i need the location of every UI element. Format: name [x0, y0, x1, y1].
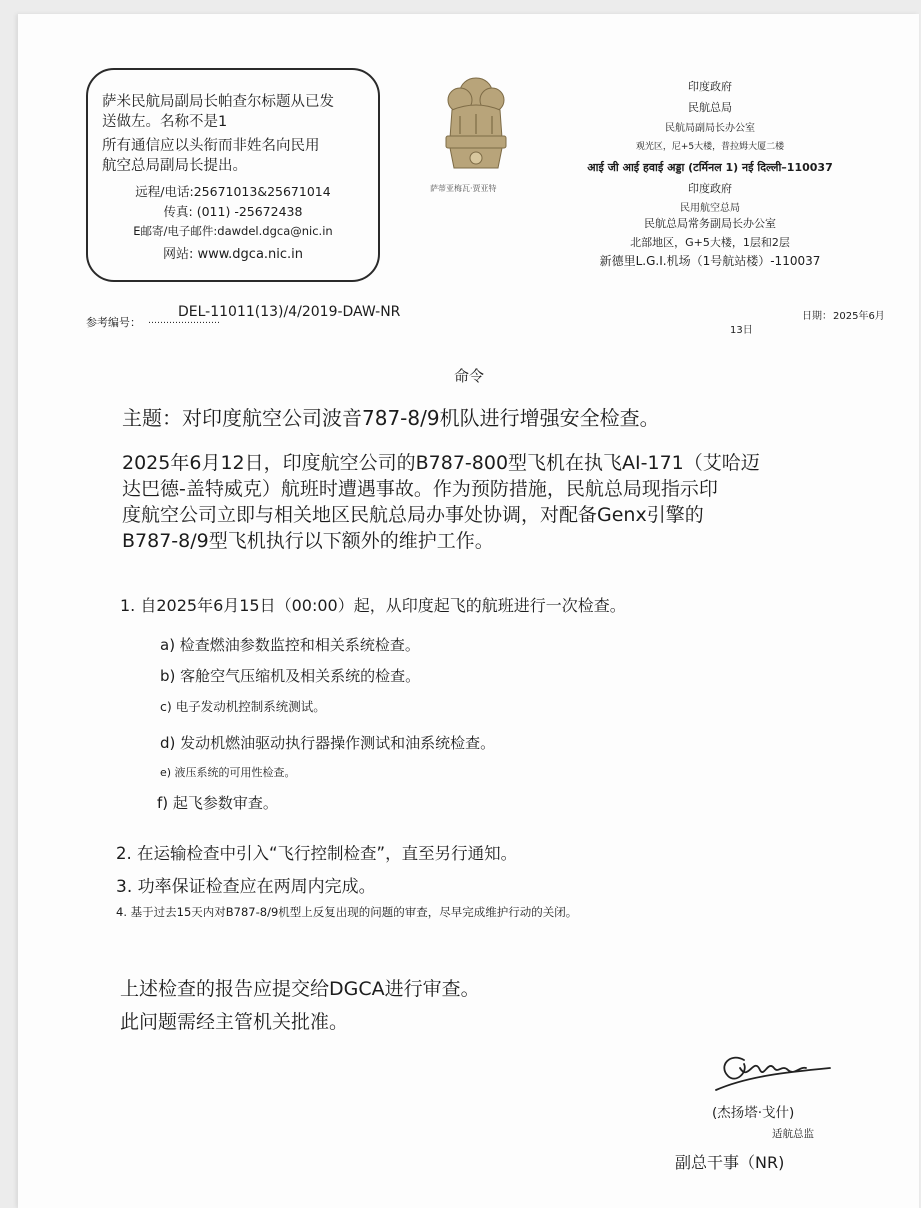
- right-line-10: 新德里L.G.I.机场（1号航站楼）-110037: [599, 254, 821, 268]
- right-line-4: 观光区，尼+5大楼，普拉姆大厦二楼: [635, 142, 785, 152]
- letterhead-right: [550, 0, 870, 280]
- right-line-5-hindi: आई जी आई हवाई अड्डा (टर्मिनल 1) नई दिल्ली–110037: [587, 161, 833, 174]
- letterhead-left-box: [86, 68, 380, 282]
- body-line-4: B787-8/9型飞机执行以下额外的维护工作。: [122, 530, 494, 552]
- box-line-4: 航空总局副局长提出。: [102, 158, 247, 174]
- box-line-2: 送做左。名称不是1: [102, 114, 228, 130]
- box-line-3: 所有通信应以头衔而非姓名向民用: [102, 138, 320, 154]
- closing-line-1: 上述检查的报告应提交给DGCA进行审查。: [120, 978, 480, 1000]
- sub-item-b: b) 客舱空气压缩机及相关系统的检查。: [160, 667, 421, 685]
- date-day: 13日: [730, 325, 753, 336]
- box-email: E邮寄/电子邮件:dawdel.dgca@nic.in: [133, 224, 333, 238]
- sub-item-f: f) 起飞参数审查。: [157, 794, 278, 812]
- body-line-3: 度航空公司立即与相关地区民航总局办事处协调，对配备Genx引擎的: [122, 504, 704, 526]
- order-heading: 命令: [454, 367, 485, 385]
- sub-item-a: a) 检查燃油参数监控和相关系统检查。: [160, 636, 420, 654]
- item-2: 2. 在运输检查中引入“飞行控制检查”，直至另行通知。: [116, 844, 518, 863]
- box-line-1: 萨米民航局副局长帕查尔标题从已发: [102, 94, 334, 110]
- sub-item-e: e) 液压系统的可用性检查。: [160, 766, 296, 779]
- ref-number: DEL-11011(13)/4/2019-DAW-NR: [178, 304, 401, 320]
- right-line-8: 民航总局常务副局长办公室: [644, 217, 776, 230]
- item-1: 1. 自2025年6月15日（00:00）起，从印度起飞的航班进行一次检查。: [120, 596, 626, 615]
- national-emblem-icon: [430, 70, 522, 190]
- item-4: 4. 基于过去15天内对B787-8/9机型上反复出现的问题的审查，尽早完成维护行动的关闭。: [116, 905, 578, 919]
- right-line-2: 民航总局: [688, 101, 732, 114]
- subject-line: 主题：对印度航空公司波音787-8/9机队进行增强安全检查。: [122, 406, 660, 430]
- signatory-title-2: 副总干事（NR): [675, 1153, 785, 1172]
- ref-label: 参考编号：: [86, 316, 141, 329]
- signatory-name: (杰扬塔·戈什): [712, 1105, 795, 1121]
- box-phone: 远程/电话:25671013&25671014: [135, 184, 331, 199]
- ref-dots: ……………………: [148, 316, 220, 326]
- handwritten-signature: [708, 1046, 838, 1102]
- right-line-6: 印度政府: [688, 182, 732, 195]
- right-line-7: 民用航空总局: [680, 203, 740, 214]
- right-line-1: 印度政府: [688, 80, 732, 93]
- date-value: 2025年6月: [833, 311, 885, 322]
- box-fax: 传真: (011) -25672438: [163, 204, 303, 219]
- emblem-caption: 萨蒂亚梅瓦·贾亚特: [430, 184, 497, 193]
- closing-line-2: 此问题需经主管机关批准。: [120, 1011, 349, 1033]
- signatory-title-1: 适航总监: [772, 1128, 814, 1140]
- sub-item-d: d) 发动机燃油驱动执行器操作测试和油系统检查。: [160, 734, 496, 752]
- right-line-3: 民航局副局长办公室: [665, 123, 755, 134]
- body-line-1: 2025年6月12日，印度航空公司的B787-800型飞机在执飞AI-171（艾哈迈: [122, 452, 760, 474]
- item-3: 3. 功率保证检查应在两周内完成。: [116, 877, 376, 897]
- body-line-2: 达巴德-盖特威克）航班时遭遇事故。作为预防措施，民航总局现指示印: [122, 478, 718, 500]
- sub-item-c: c) 电子发动机控制系统测试。: [160, 699, 326, 714]
- right-line-9: 北部地区，G+5大楼，1层和2层: [630, 236, 790, 249]
- date-label: 日期：: [802, 311, 832, 322]
- box-website: 网站: www.dgca.nic.in: [162, 247, 304, 262]
